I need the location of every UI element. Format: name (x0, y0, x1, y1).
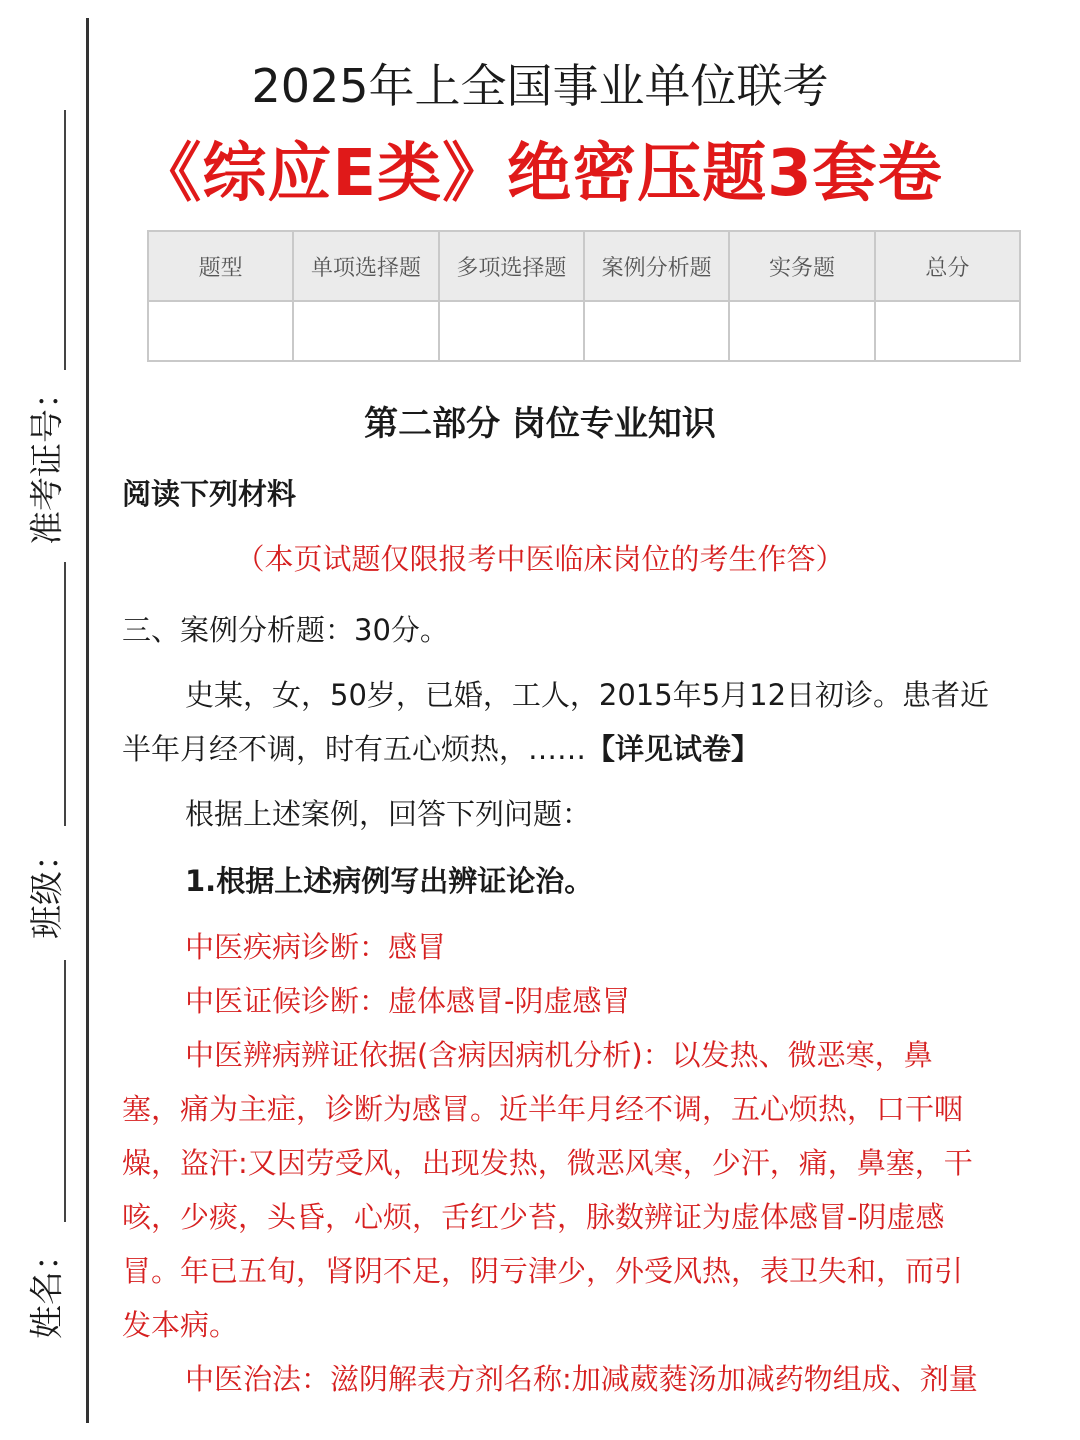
section-title: 第二部分 岗位专业知识 (364, 404, 716, 444)
score-table (147, 230, 1021, 362)
case-line-2-text: 半年月经不调，时有五心烦热，…… (122, 732, 587, 766)
score-blank-cell (148, 301, 293, 361)
score-header-cell: 单项选择题 (293, 231, 438, 301)
exam-no-label: 准考证号： (27, 375, 68, 545)
score-header-cell: 案例分析题 (584, 231, 729, 301)
answer-basis-line: 中医辨病辨证依据(含病因病机分析)：以发热、微恶寒，鼻 (185, 1038, 933, 1072)
exam-title: 2025年上全国事业单位联考 (251, 59, 829, 113)
candidate-note: （本页试题仅限报考中医临床岗位的考生作答） (235, 542, 845, 576)
question-type: 三、案例分析题：30分。 (122, 613, 449, 647)
score-blank-cell (439, 301, 584, 361)
paper-subtitle: 《综应E类》绝密压题3套卷 (137, 137, 943, 211)
binding-margin-line (86, 18, 89, 1423)
name-fill-line (64, 960, 66, 1222)
name-label: 姓名： (27, 1237, 68, 1339)
answer-basis-line: 冒。年已五旬，肾阴不足，阴亏津少，外受风热，表卫失和，而引 (122, 1254, 964, 1288)
score-header-cell: 题型 (148, 231, 293, 301)
answer-treatment: 中医治法：滋阴解表方剂名称:加减葳蕤汤加减药物组成、剂量 (185, 1362, 978, 1396)
score-header-cell: 多项选择题 (439, 231, 584, 301)
score-blank-cell (729, 301, 874, 361)
score-header-cell: 实务题 (729, 231, 874, 301)
answer-prompt: 根据上述案例，回答下列问题： (185, 797, 592, 831)
score-blank-cell (584, 301, 729, 361)
score-blank-cell (875, 301, 1020, 361)
read-material-heading: 阅读下列材料 (122, 477, 297, 511)
class-fill-line (64, 562, 66, 826)
answer-basis-line: 塞，痛为主症，诊断为感冒。近半年月经不调，五心烦热，口干咽 (122, 1092, 964, 1126)
see-paper-note: 【详见试卷】 (586, 732, 761, 766)
answer-syndrome-diagnosis: 中医证候诊断：虚体感冒-阴虚感冒 (185, 984, 631, 1018)
answer-basis-line: 燥，盗汗:又因劳受风，出现发热，微恶风寒，少汗，痛，鼻塞，干 (122, 1146, 973, 1180)
class-label: 班级： (27, 837, 68, 939)
score-table-blank-row (148, 301, 1020, 361)
score-blank-cell (293, 301, 438, 361)
case-line-2 (122, 727, 760, 768)
case-line-1: 史某，女，50岁，已婚，工人，2015年5月12日初诊。患者近 (185, 678, 990, 712)
score-table-header-row (148, 231, 1020, 301)
answer-disease-diagnosis: 中医疾病诊断：感冒 (185, 930, 447, 964)
score-header-cell: 总分 (875, 231, 1020, 301)
answer-basis-line: 咳，少痰，头昏，心烦，舌红少苔，脉数辨证为虚体感冒-阴虚感 (122, 1200, 945, 1234)
answer-basis-line: 发本病。 (122, 1308, 239, 1342)
question-1: 1.根据上述病例写出辨证论治。 (185, 864, 594, 898)
